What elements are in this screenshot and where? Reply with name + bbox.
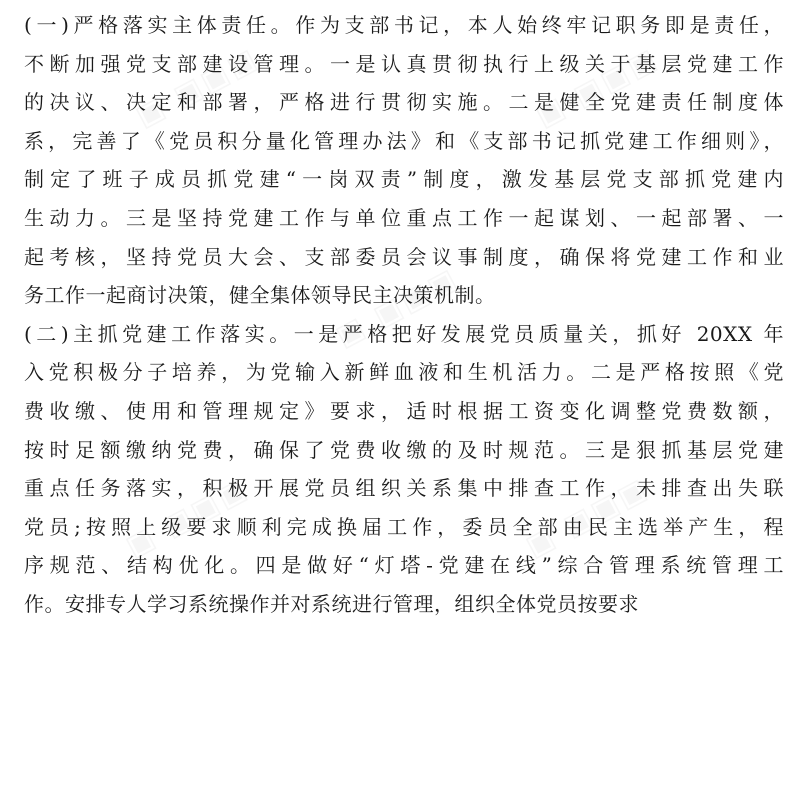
- text-line: (二)主抓党建工作落实。一是严格把好发展党员质量关，抓好 20XX 年: [24, 321, 784, 346]
- text-line: 重点任务落实，积极开展党员组织关系集中排查工作，未排查出失联: [24, 476, 784, 501]
- text-line: 制定了班子成员抓党建“一岗双责”制度，激发基层党支部抓党建内: [24, 167, 784, 192]
- text-line: 不断加强党支部建设管理。一是认真贯彻执行上级关于基层党建工作: [24, 51, 784, 76]
- text-line: 入党积极分子培养，为党输入新鲜血液和生机活力。二是严格按照《党: [24, 360, 784, 385]
- text-line: 序规范、结构优化。四是做好“灯塔-党建在线”综合管理系统管理工: [24, 553, 784, 578]
- text-line: 党员;按照上级要求顺利完成换届工作，委员全部由民主选举产生，程: [24, 514, 784, 539]
- text-line: 的决议、决定和部署，严格进行贯彻实施。二是健全党建责任制度体: [24, 90, 784, 115]
- text-line: 生动力。三是坚持党建工作与单位重点工作一起谋划、一起部署、一: [24, 205, 784, 230]
- paragraph-implementation: [24, 315, 784, 624]
- text-line: 起考核，坚持党员大会、支部委员会议事制度，确保将党建工作和业: [24, 244, 784, 269]
- text-line: 务工作一起商讨决策，健全集体领导民主决策机制。: [24, 283, 496, 308]
- text-line: 费收缴、使用和管理规定》要求，适时根据工资变化调整党费数额，: [24, 398, 784, 423]
- paragraph-responsibility: [24, 6, 784, 315]
- document-body: [24, 6, 784, 624]
- text-line: 作。安排专人学习系统操作并对系统进行管理，组织全体党员按要求: [24, 591, 639, 616]
- text-line: (一)严格落实主体责任。作为支部书记，本人始终牢记职务即是责任，: [24, 13, 784, 37]
- text-line: 按时足额缴纳党费，确保了党费收缴的及时规范。三是狠抓基层党建: [24, 437, 784, 462]
- text-line: 系，完善了《党员积分量化管理办法》和《支部书记抓党建工作细则》，: [24, 128, 784, 153]
